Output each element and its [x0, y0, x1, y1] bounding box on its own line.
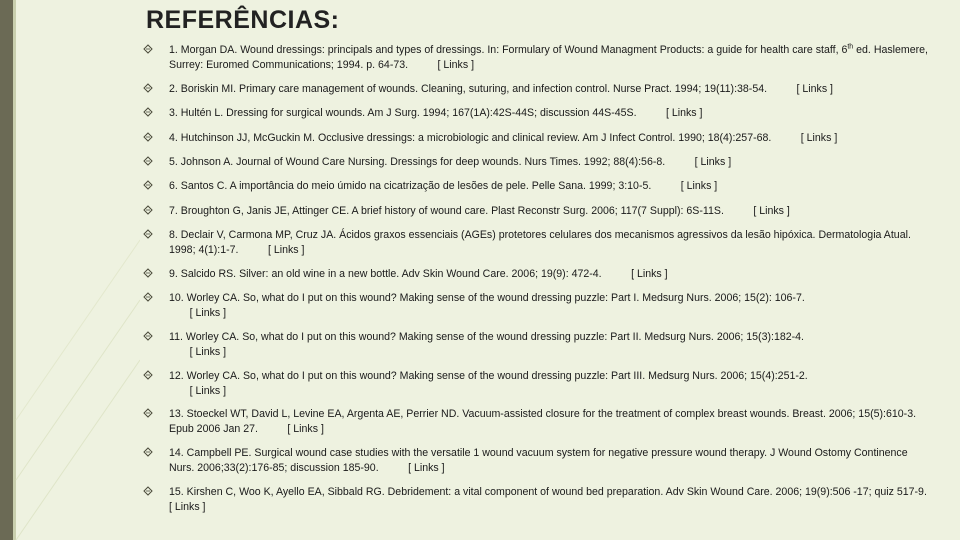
- diamond-bullet-icon: [143, 292, 153, 302]
- list-item: [143, 155, 933, 170]
- reference-text: 9. Salcido RS. Silver: an old wine in a new bottle. Adv Skin Wound Care. 2006; 19(9): 472-4.: [169, 268, 632, 280]
- diamond-bullet-icon: [143, 370, 153, 380]
- reference-text: 7. Broughton G, Janis JE, Attinger CE. A brief history of wound care. Plast Reconstr Surg. 2006; 117(7 Suppl): 6S-11S.: [169, 205, 754, 217]
- links-link[interactable]: [ Links ]: [796, 83, 834, 95]
- links-link[interactable]: [ Links ]: [169, 500, 206, 513]
- diamond-bullet-icon: [143, 486, 153, 496]
- list-item: [143, 82, 933, 97]
- diamond-bullet-icon: [143, 447, 153, 457]
- reference-text: 5. Johnson A. Journal of Wound Care Nursing. Dressings for deep wounds. Nurs Times. 1992; 88(4):56-8.: [169, 156, 695, 168]
- links-link[interactable]: [ Links ]: [800, 132, 838, 144]
- links-link[interactable]: [ Links ]: [189, 306, 227, 319]
- diamond-bullet-icon: [143, 156, 153, 166]
- page-title: REFERÊNCIAS:: [146, 6, 340, 34]
- list-item: [143, 228, 933, 257]
- diamond-bullet-icon: [143, 180, 153, 190]
- diamond-bullet-icon: [143, 331, 153, 341]
- list-item: [143, 267, 933, 282]
- diamond-bullet-icon: [143, 268, 153, 278]
- diamond-bullet-icon: [143, 132, 153, 142]
- links-link[interactable]: [ Links ]: [189, 345, 227, 358]
- reference-text: 13. Stoeckel WT, David L, Levine EA, Argenta AE, Perrier ND. Vacuum-assisted closure for the treatment of complex breast wounds. Breast. 2006; 15(5):610-3. Epub 2006 Jan 27.: [169, 408, 919, 435]
- list-item: [143, 179, 933, 194]
- list-item: [143, 291, 933, 320]
- links-link[interactable]: [ Links ]: [694, 156, 732, 168]
- reference-text: 11. Worley CA. So, what do I put on this wound? Making sense of the wound dressing puzzle: Part II. Medsurg Nurs. 2006; 15(3):182-4.: [169, 331, 804, 343]
- reference-text: 4. Hutchinson JJ, McGuckin M. Occlusive dressings: a microbiologic and clinical review. Am J Infect Control. 1990; 18(4):257-68.: [169, 132, 801, 144]
- links-link[interactable]: [ Links ]: [189, 384, 227, 397]
- list-item: [143, 369, 933, 398]
- list-item: [143, 106, 933, 121]
- reference-text: 10. Worley CA. So, what do I put on this wound? Making sense of the wound dressing puzzle: Part I. Medsurg Nurs. 2006; 15(2): 106-7.: [169, 292, 805, 304]
- links-link[interactable]: [ Links ]: [408, 461, 445, 474]
- reference-text: 15. Kirshen C, Woo K, Ayello EA, Sibbald RG. Debridement: a vital component of wound bed preparation. Adv Skin Wound Care. 2006; 19(9):506 -17; quiz 517-9.: [169, 486, 957, 498]
- reference-text: 14. Campbell PE. Surgical wound case studies with the versatile 1 wound vacuum system for negative pressure wound therapy. J Wound Ostomy Continence Nurs. 2006;33(2):176-85; discussion 185-90.: [169, 447, 911, 474]
- reference-superscript: th: [847, 43, 854, 51]
- reference-text: 1. Morgan DA. Wound dressings: principals and types of dressings. In: Formulary of Wound Managment Products: a guide for health care staff, 6: [169, 44, 848, 56]
- links-link[interactable]: [ Links ]: [631, 268, 668, 280]
- list-item: [143, 330, 933, 359]
- reference-text: 8. Declair V, Carmona MP, Cruz JA. Ácidos graxos essenciais (AGEs) protetores celulares dos mecanismos agressivos da lesão hipóxica. Dermatologia Atual. 1998; 4(1):1-7.: [169, 229, 914, 256]
- reference-text: 12. Worley CA. So, what do I put on this wound? Making sense of the wound dressing puzzle: Part III. Medsurg Nurs. 2006; 15(4):251-2.: [169, 370, 808, 382]
- background-decoration: [0, 0, 140, 540]
- list-item: [143, 485, 957, 514]
- diamond-bullet-icon: [143, 107, 153, 117]
- diamond-bullet-icon: [143, 83, 153, 93]
- links-link[interactable]: [ Links ]: [267, 243, 305, 256]
- reference-text: 3. Hultén L. Dressing for surgical wounds. Am J Surg. 1994; 167(1A):42S-44S; discussion 44S-45S.: [169, 107, 666, 119]
- reference-text: 6. Santos C. A importância do meio úmido na cicatrização de lesões de pele. Pelle Sana. 1999; 3:10-5.: [169, 180, 681, 192]
- list-item: [143, 131, 933, 146]
- diamond-bullet-icon: [143, 229, 153, 239]
- links-link[interactable]: [ Links ]: [437, 58, 475, 71]
- links-link[interactable]: [ Links ]: [287, 422, 324, 435]
- links-link[interactable]: [ Links ]: [753, 205, 790, 217]
- reference-text: ed. Haslemere, Surrey: Euromed Communications; 1994. p. 64-73.: [169, 44, 931, 71]
- links-link[interactable]: [ Links ]: [665, 107, 703, 119]
- diamond-bullet-icon: [143, 205, 153, 215]
- diamond-bullet-icon: [143, 44, 153, 54]
- list-item: [143, 407, 933, 436]
- list-item: [143, 43, 933, 72]
- reference-text: 2. Boriskin MI. Primary care management of wounds. Cleaning, suturing, and infection control. Nurse Pract. 1994; 19(11):38-54.: [169, 83, 797, 95]
- list-item: [143, 204, 933, 219]
- links-link[interactable]: [ Links ]: [680, 180, 718, 192]
- diamond-bullet-icon: [143, 408, 153, 418]
- list-item: [143, 446, 933, 475]
